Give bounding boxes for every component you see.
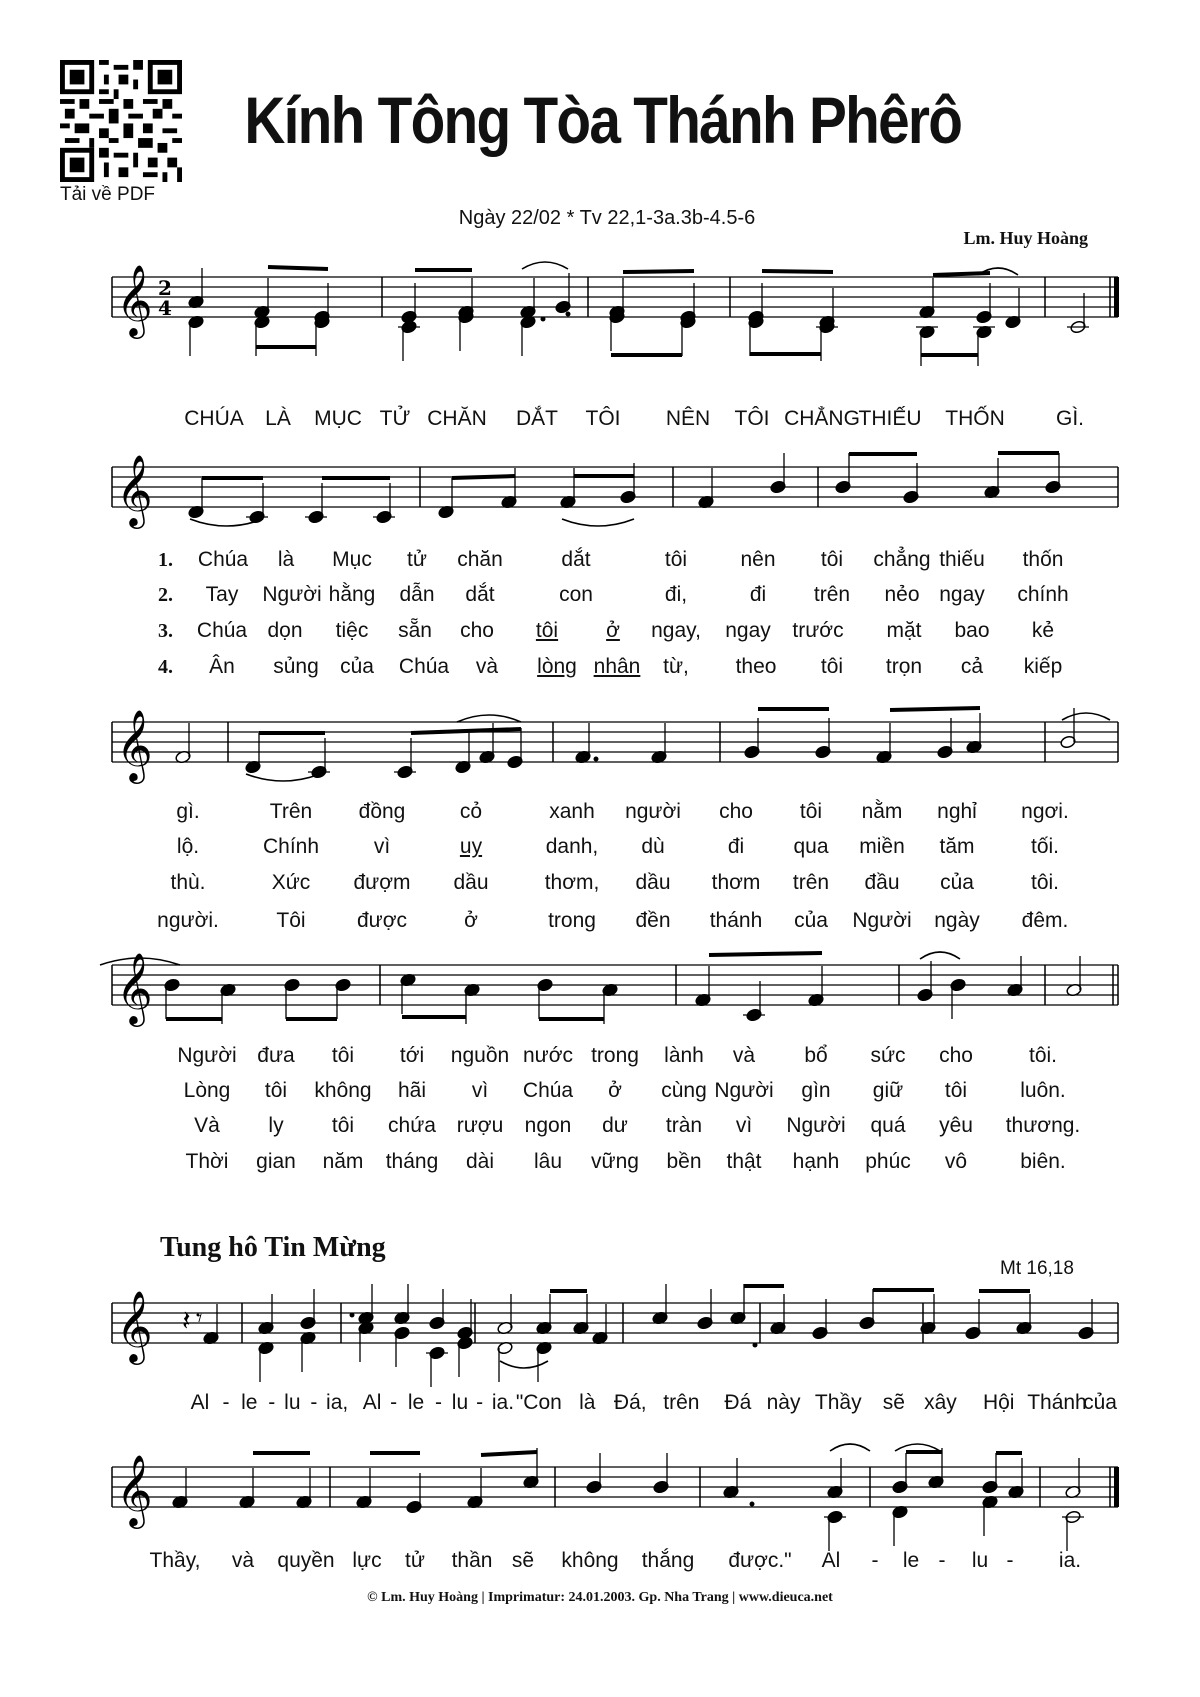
verse-lyric: dọn [267, 619, 303, 642]
gospel-lyric: tử [405, 1549, 425, 1572]
slur [246, 774, 320, 781]
gospel-lyric: và [231, 1549, 255, 1572]
slur [500, 1361, 548, 1368]
verse-lyric: Chính [262, 835, 320, 858]
treble-clef-icon: 𝄞 [116, 453, 153, 526]
verse-lyric: ly [268, 1114, 284, 1137]
dot [750, 1502, 755, 1507]
verse-lyric: trong [591, 1044, 639, 1067]
verse-lyric: ngon [524, 1114, 572, 1137]
slur [522, 262, 568, 269]
note-beam [709, 953, 822, 955]
verse-lyric: Ân [209, 655, 235, 678]
verse-lyric: hãi [397, 1079, 427, 1102]
verse-lyric: tôi [535, 619, 559, 642]
refrain-lyric: DẮT [516, 407, 558, 430]
slur [920, 952, 960, 959]
verse-lyric: trên [792, 871, 830, 894]
verse-lyric: dầu [635, 871, 671, 894]
verse-lyric: đi [749, 583, 767, 606]
verse-lyric: đền [635, 909, 671, 932]
song-title: Kính Tông Tòa Thánh Phêrô [244, 83, 962, 157]
verse-lyric: Thời [185, 1150, 229, 1173]
verse-lyric: ngay [939, 583, 985, 606]
verse-lyric: thốn [1022, 548, 1064, 571]
verse-lyric: nước [522, 1044, 574, 1067]
verse-lyric: tôi. [1030, 871, 1060, 894]
refrain-lyric: NÊN [665, 407, 711, 430]
verse-lyric: Người [786, 1114, 846, 1137]
gospel-lyric: quyền [277, 1549, 335, 1572]
slur [830, 1444, 870, 1451]
verse-lyric: và [475, 655, 499, 678]
verse-lyric: tôi [331, 1044, 355, 1067]
verse-lyric: gìn [801, 1079, 831, 1102]
dot [753, 1343, 758, 1348]
verse-lyric: trong [548, 909, 596, 932]
verse-lyric: ngày [934, 909, 980, 932]
verse-lyric: ở [464, 909, 478, 932]
verse-lyric: nghỉ [937, 800, 977, 823]
gospel-lyric: lu [451, 1391, 469, 1414]
verse-lyric: lành [664, 1044, 704, 1067]
verse-lyric: xanh [549, 800, 595, 823]
verse-lyric: cho [939, 1044, 973, 1067]
gospel-lyric: lực [352, 1549, 382, 1572]
verse-lyric: không [314, 1079, 372, 1102]
verse-lyric: cho [719, 800, 753, 823]
verse-lyric: đồng [358, 800, 406, 823]
note-beam [481, 1452, 537, 1455]
gospel-lyric: được." [728, 1549, 792, 1572]
verse-lyric: ngơi. [1021, 800, 1069, 823]
time-signature-bottom: 4 [158, 296, 172, 320]
verse-lyric: tràn [665, 1114, 703, 1137]
verse-lyric: gian [256, 1150, 296, 1173]
verse-lyric: bao [954, 619, 990, 642]
treble-clef-icon: 𝄞 [116, 263, 153, 336]
verse-lyric: ngay [725, 619, 771, 642]
verse-lyric: tôi. [1028, 1044, 1058, 1067]
verse-lyric: luôn. [1020, 1079, 1066, 1102]
gospel-lyric: Al [362, 1391, 382, 1414]
verse-lyric: phúc [865, 1150, 911, 1173]
verse-lyric: sức [870, 1044, 906, 1067]
dot [350, 1313, 355, 1318]
gospel-lyric: Thầy [814, 1391, 862, 1414]
refrain-lyric: TỬ [379, 407, 411, 430]
verse-lyric: Người [852, 909, 912, 932]
verse-lyric: nhân [593, 655, 641, 678]
refrain-lyric: CHÚA [184, 407, 244, 430]
slur [562, 519, 634, 526]
verse-lyric: ở [606, 619, 620, 642]
verse-lyric: dầu [453, 871, 489, 894]
refrain-lyric: CHĂN [427, 407, 487, 430]
verse-lyric: đêm. [1021, 909, 1069, 932]
verse-lyric: Trên [269, 800, 313, 823]
gospel-reference: Mt 16,18 [1000, 1258, 1074, 1279]
verse-lyric: lộ. [176, 835, 200, 858]
gospel-lyric: xây [924, 1391, 957, 1414]
verse-lyric: trên [813, 583, 851, 606]
verse-lyric: người. [157, 909, 219, 932]
verse-lyric: dư [602, 1114, 628, 1137]
verse-lyric: cùng [661, 1079, 707, 1102]
verse-lyric: đi, [664, 583, 688, 606]
verse-lyric: rượu [456, 1114, 504, 1137]
verse-lyric: tôi [799, 800, 823, 823]
verse-lyric: cả [960, 655, 984, 678]
slur [1062, 713, 1110, 720]
verse-lyric: từ, [663, 655, 689, 678]
section-title: Tung hô Tin Mừng [160, 1232, 386, 1263]
verse-lyric: tiệc [335, 619, 369, 642]
verse-lyric: Tôi [276, 909, 306, 932]
verse-lyric: tôi [664, 548, 688, 571]
verse-lyric: ở [608, 1079, 622, 1102]
composer: Lm. Huy Hoàng [963, 228, 1088, 248]
verse-lyric: dài [465, 1150, 495, 1173]
verse-lyric: yêu [939, 1114, 973, 1137]
verse-lyric: hằng [328, 583, 376, 606]
gospel-lyric: thắng [641, 1549, 695, 1572]
verse-lyric: được [356, 909, 408, 932]
verse-lyric: Và [194, 1114, 220, 1137]
verse-lyric: Tay [205, 583, 239, 606]
gospel-lyric: - [268, 1391, 276, 1414]
verse-lyric: tử [407, 548, 427, 571]
verse-number: 4. [158, 656, 173, 678]
gospel-lyric: - [1006, 1549, 1014, 1572]
gospel-lyric: thần [451, 1549, 493, 1572]
final-barline-thick [1114, 277, 1119, 317]
verse-lyric: dắt [465, 583, 495, 606]
verse-lyric: năm [322, 1150, 364, 1173]
verse-lyric: tháng [385, 1150, 439, 1173]
note-beam [452, 476, 515, 478]
verse-lyric: uy [459, 835, 483, 858]
final-barline-thick [1114, 1467, 1119, 1507]
gospel-lyric: ia. [491, 1391, 515, 1414]
verse-lyric: con [559, 583, 593, 606]
verse-lyric: thiếu [939, 548, 985, 571]
verse-lyric: quá [870, 1114, 906, 1137]
verse-lyric: Người [177, 1044, 237, 1067]
gospel-lyric: sẽ [511, 1549, 535, 1572]
verse-lyric: Chúa [398, 655, 450, 678]
verse-lyric: Người [714, 1079, 774, 1102]
gospel-lyric: - [476, 1391, 484, 1414]
refrain-lyric: THỐN [945, 407, 1005, 430]
treble-clef-icon: 𝄞 [116, 1453, 153, 1526]
gospel-lyric: sẽ [882, 1391, 905, 1414]
gospel-lyric: là [579, 1391, 596, 1414]
verse-lyric: tối. [1030, 835, 1060, 858]
verse-lyric: nẻo [884, 583, 920, 606]
verse-lyric: Chúa [196, 619, 248, 642]
refrain-lyric: LÀ [265, 407, 291, 430]
verse-lyric: sẵn [398, 619, 432, 642]
verse-lyric: tôi [820, 548, 844, 571]
gospel-lyric: Thầy, [149, 1549, 201, 1572]
verse-lyric: tới [399, 1044, 425, 1067]
verse-lyric: chứa [388, 1114, 436, 1137]
verse-lyric: và [732, 1044, 756, 1067]
verse-lyric: chính [1017, 583, 1069, 606]
note-beam [762, 271, 833, 272]
refrain-lyric: THIẾU [858, 407, 922, 430]
slur [895, 1444, 940, 1451]
verse-lyric: Người [262, 583, 322, 606]
treble-clef-icon: 𝄞 [116, 708, 153, 781]
verse-lyric: biên. [1020, 1150, 1066, 1173]
note-beam [268, 267, 328, 269]
gospel-lyric: Hội [982, 1391, 1015, 1414]
note-beam [890, 708, 980, 710]
song-subtitle: Ngày 22/02 * Tv 22,1-3a.3b-4.5-6 [458, 207, 756, 229]
gospel-lyric: Al [821, 1549, 841, 1572]
verse-lyric: bổ [804, 1044, 828, 1067]
quarter-rest-icon: 𝄽 [182, 1304, 191, 1337]
verse-lyric: nên [740, 548, 776, 571]
gospel-lyric: le [902, 1549, 920, 1572]
gospel-lyric: le [407, 1391, 425, 1414]
verse-lyric: mặt [886, 619, 922, 642]
verse-lyric: hạnh [792, 1150, 840, 1173]
refrain-lyric: TÔI [734, 407, 770, 430]
verse-number: 2. [158, 584, 173, 606]
verse-lyric: vì [471, 1079, 489, 1102]
eighth-rest-icon: 𝄾 [196, 1304, 203, 1332]
verse-lyric: tôi [264, 1079, 288, 1102]
gospel-lyric: Thánh [1027, 1391, 1087, 1414]
verse-lyric: nằm [861, 800, 903, 823]
verse-lyric: nguồn [450, 1044, 510, 1067]
gospel-lyric: - [390, 1391, 398, 1414]
gospel-lyric: - [310, 1391, 318, 1414]
verse-lyric: trước [792, 619, 844, 642]
gospel-lyric: này [766, 1391, 801, 1414]
gospel-lyric: lu [971, 1549, 989, 1572]
verse-lyric: Xức [271, 871, 311, 894]
verse-lyric: đượm [353, 871, 411, 894]
verse-lyric: vì [373, 835, 391, 858]
verse-number: 1. [158, 549, 173, 571]
verse-lyric: vô [944, 1150, 968, 1173]
note-beam [623, 271, 694, 272]
gospel-lyric: - [434, 1391, 442, 1414]
verse-lyric: kẻ [1031, 619, 1055, 642]
verse-lyric: đi [727, 835, 745, 858]
verse-lyric: trọn [885, 655, 923, 678]
verse-lyric: lòng [537, 655, 577, 678]
verse-lyric: thơm, [544, 871, 600, 894]
verse-lyric: của [794, 909, 828, 932]
gospel-lyric: không [561, 1549, 619, 1572]
verse-lyric: thù. [170, 871, 206, 894]
gospel-lyric: lu [284, 1391, 301, 1414]
verse-lyric: đầu [864, 871, 900, 894]
verse-lyric: danh, [545, 835, 599, 858]
gospel-lyric: - [222, 1391, 230, 1414]
verse-number: 3. [158, 620, 173, 642]
refrain-lyric: CHẲNG [784, 407, 860, 430]
verse-lyric: đưa [257, 1044, 295, 1067]
verse-lyric: Chúa [522, 1079, 574, 1102]
verse-lyric: Lòng [183, 1079, 231, 1102]
dot [541, 317, 546, 322]
verse-lyric: thơm [711, 871, 761, 894]
verse-lyric: vững [591, 1150, 639, 1173]
verse-lyric: cỏ [459, 800, 483, 823]
gospel-lyric: ia, [326, 1391, 349, 1414]
verse-lyric: chăn [457, 548, 503, 571]
verse-lyric: của [940, 871, 974, 894]
gospel-lyric: le [241, 1391, 258, 1414]
verse-lyric: là [277, 548, 295, 571]
gospel-lyric: trên [663, 1391, 700, 1414]
verse-lyric: sủng [273, 655, 319, 678]
verse-lyric: thánh [709, 909, 763, 932]
gospel-lyric: - [938, 1549, 946, 1572]
verse-lyric: gì. [176, 800, 200, 823]
treble-clef-icon: 𝄞 [116, 1289, 153, 1362]
verse-lyric: chẳng [873, 548, 931, 571]
gospel-lyric: ia. [1058, 1549, 1082, 1572]
verse-lyric: thật [726, 1150, 762, 1173]
verse-lyric: qua [793, 835, 829, 858]
verse-lyric: của [340, 655, 374, 678]
verse-lyric: ngay, [651, 619, 701, 642]
verse-lyric: tăm [939, 835, 975, 858]
verse-lyric: bền [666, 1150, 702, 1173]
verse-lyric: dẫn [399, 583, 435, 606]
dot [594, 757, 599, 762]
gospel-lyric: - [871, 1549, 879, 1572]
verse-lyric: tôi [944, 1079, 968, 1102]
verse-lyric: lâu [533, 1150, 563, 1173]
verse-lyric: giữ [872, 1079, 904, 1102]
verse-lyric: theo [735, 655, 777, 678]
gospel-lyric: "Con [515, 1391, 562, 1414]
time-signature-top: 2 [158, 276, 172, 300]
verse-lyric: Mục [332, 548, 372, 571]
verse-lyric: người [625, 800, 681, 823]
verse-lyric: cho [460, 619, 494, 642]
verse-lyric: miền [859, 835, 905, 858]
gospel-lyric: Đá [724, 1391, 752, 1414]
verse-lyric: dù [641, 835, 665, 858]
slur [457, 715, 521, 722]
treble-clef-icon: 𝄞 [116, 951, 153, 1024]
gospel-lyric: Đá, [613, 1391, 647, 1414]
refrain-lyric: MỤC [314, 407, 362, 430]
verse-lyric: vì [735, 1114, 753, 1137]
dot [566, 312, 571, 317]
refrain-lyric: GÌ. [1055, 407, 1085, 430]
verse-lyric: kiếp [1023, 655, 1063, 678]
verse-lyric: thương. [1005, 1114, 1081, 1137]
verse-lyric: Chúa [197, 548, 249, 571]
verse-lyric: tôi [820, 655, 844, 678]
gospel-lyric: của [1083, 1391, 1117, 1414]
download-pdf-label[interactable]: Tải về PDF [60, 184, 156, 205]
verse-lyric: dắt [561, 548, 591, 571]
refrain-lyric: TÔI [585, 407, 621, 430]
verse-lyric: tôi [331, 1114, 355, 1137]
footer-credit: © Lm. Huy Hoàng | Imprimatur: 24.01.2003. Gp. Nha Trang | www.dieuca.net [367, 1590, 833, 1605]
gospel-lyric: Al [190, 1391, 210, 1414]
